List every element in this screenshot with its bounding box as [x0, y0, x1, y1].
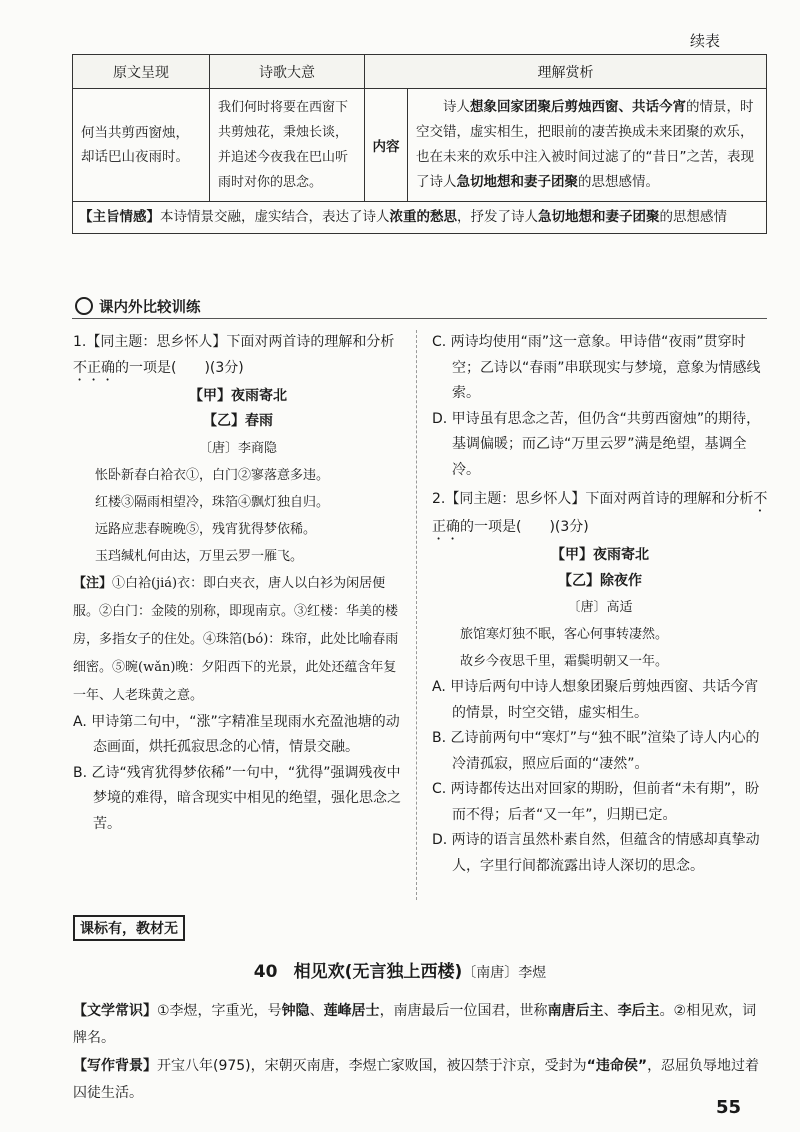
theme-text: 的思想感情	[659, 209, 727, 225]
analysis-text: 的情景，时空交错，虚实相生，把眼前的凄苦换成未来团聚的欢乐，也在未来的欢乐中注入被时间过滤了的“昔日”之苦，表现了诗人	[416, 99, 754, 190]
column-divider	[416, 330, 417, 900]
q1-stem-text: 的一项是( )(3分)	[115, 359, 244, 376]
table-row	[73, 89, 767, 202]
header-meaning: 诗歌大意	[210, 55, 365, 89]
writing-background	[73, 1053, 768, 1107]
analysis-text: 的思想感情。	[578, 174, 659, 190]
original-line: 何当共剪西窗烛，	[81, 125, 189, 141]
literary-text: 。②相见欢，词牌名。	[73, 1003, 757, 1046]
poem-line: 玉珰缄札何由达，万里云罗一雁飞。	[95, 548, 304, 564]
literary-key: 钟隐	[281, 1003, 310, 1019]
poem-line: 怅卧新春白袷衣①，白门②寥落意多违。	[95, 467, 330, 483]
literary-text: ，南唐最后一位国君，世称	[379, 1003, 548, 1019]
literary-key: 李后主	[617, 1003, 660, 1019]
content-label: 内容	[365, 89, 408, 202]
q2-poem1-title: 【甲】夜雨寄北	[551, 547, 649, 563]
notes-text: ①白袷(jiá)衣：即白夹衣，唐人以白衫为闲居便服。②白门：金陵的别称，即现南京。③红楼：华美的楼房，多指女子的住处。④珠箔(bó)：珠帘，此处比喻春雨细密。⑤晼(wǎn)晚：夕阳西下的光景，此处还蕴含年复一年、人老珠黄之意。	[73, 575, 399, 703]
analysis-text: 诗人	[443, 99, 470, 115]
header-original: 原文呈现	[73, 55, 210, 89]
poem-line: 旅馆寒灯独不眠，客心何事转凄然。	[460, 627, 669, 642]
q2-option-b[interactable]: B. 乙诗前两句中“寒灯”与“独不眠”渲染了诗人内心的冷清孤寂，照应后面的“凄然”。	[432, 730, 760, 772]
analysis-key-phrase: 想象回家团聚后剪烛西窗、共话今宵	[470, 99, 686, 115]
continued-label: 续表	[690, 32, 721, 50]
curriculum-stamp: 课标有，教材无	[73, 915, 185, 941]
lesson-name: 相见欢(无言独上西楼)	[293, 962, 463, 982]
q1-option-d[interactable]: D. 甲诗虽有思念之苦，但仍含“共剪西窗烛”的期待，基调偏暖；而乙诗“万里云罗”满是绝望，基调全冷。	[432, 410, 761, 478]
theme-row	[73, 202, 767, 234]
lesson-author: 〔南唐〕李煜	[462, 965, 547, 981]
background-label: 【写作背景】	[73, 1058, 157, 1074]
section-title: 课内外比较训练	[99, 300, 201, 316]
background-text: ，忍屈负辱地过着囚徒生活。	[73, 1058, 760, 1101]
q1-poem1-title: 【甲】夜雨寄北	[189, 387, 287, 404]
q1-stem	[73, 330, 403, 384]
lesson-title	[0, 957, 800, 982]
q2-emphasis: 不正确	[432, 491, 768, 535]
q2-option-d[interactable]: D. 两诗的语言虽然朴素自然，但蕴含的情感却真挚动人，字里行间都流露出诗人深切的思念。	[432, 832, 760, 874]
literary-key: 南唐后主	[547, 1003, 604, 1019]
q2-option-c[interactable]: C. 两诗都传达出对回家的期盼，但前者“未有期”，盼而不得；后者“又一年”，归期已定。	[432, 781, 760, 823]
question-1	[73, 330, 403, 837]
header-analysis: 理解赏析	[365, 55, 767, 89]
q2-option-a[interactable]: A. 甲诗后两句中诗人想象团聚后剪烛西窗、共话今宵的情景，时空交错，虚实相生。	[432, 679, 759, 721]
analysis-cell	[408, 89, 767, 202]
background-text: 开宝八年(975)，宋朝灭南唐，李煜亡家败国，被囚禁于汴京，受封为	[157, 1058, 587, 1074]
right-column	[432, 330, 768, 879]
literary-text: 、	[603, 1003, 618, 1019]
section-icon	[75, 297, 93, 315]
background-key: “违命侯”	[586, 1058, 648, 1074]
theme-label: 【主旨情感】	[79, 209, 160, 225]
theme-text: 本诗情景交融，虚实结合，表达了诗人	[160, 209, 390, 225]
q1-emphasis: 不正确	[73, 359, 115, 376]
q1-option-c[interactable]: C. 两诗均使用“雨”这一意象。甲诗借“夜雨”贯穿时空；乙诗以“春雨”串联现实与梦境，意象为情感线索。	[432, 334, 761, 401]
page-number: 55	[716, 1097, 742, 1118]
q1-poem2-author: 〔唐〕李商隐	[198, 440, 277, 456]
notes-label: 【注】	[73, 575, 113, 591]
q1-option-b[interactable]: B. 乙诗“残宵犹得梦依稀”一句中，“犹得”强调残夜中梦境的难得，暗含现实中相见的绝望，强化思念之苦。	[73, 764, 401, 832]
literary-key: 莲峰居士	[323, 1003, 380, 1019]
literary-knowledge	[73, 998, 768, 1052]
q1-stem-text: 1.【同主题：思乡怀人】下面对两首诗的理解和分析	[73, 334, 395, 350]
theme-key-phrase: 急切地想和妻子团聚	[538, 209, 660, 225]
literary-text: 、	[309, 1003, 324, 1019]
poem-line: 故乡今夜思千里，霜鬓明朝又一年。	[460, 654, 669, 669]
literary-text: ①李煜，字重光，号	[157, 1003, 282, 1019]
theme-key-phrase: 浓重的愁思	[389, 209, 457, 225]
theme-cell	[73, 202, 767, 234]
meaning-cell: 我们何时将要在西窗下共剪烛花，秉烛长谈，并追述今夜我在巴山听雨时对你的思念。	[210, 89, 365, 202]
section-divider	[72, 318, 767, 319]
original-line: 却话巴山夜雨时。	[81, 149, 189, 165]
q1-notes	[73, 570, 403, 710]
q2-poem2-title: 【乙】除夜作	[558, 572, 642, 589]
q1-option-a[interactable]: A. 甲诗第二句中，“涨”字精准呈现雨水充盈池塘的动态画面，烘托孤寂思念的心情，情景交融。	[73, 713, 400, 755]
original-text-cell	[73, 89, 210, 202]
lesson-number: 40	[253, 962, 278, 982]
q1-poem2-title: 【乙】春雨	[203, 413, 273, 429]
q2-stem	[432, 487, 768, 543]
q2-poem2-author: 〔唐〕高适	[567, 600, 633, 615]
literary-label: 【文学常识】	[73, 1003, 157, 1019]
q2-stem-text: 的一项是( )(3分)	[460, 519, 589, 535]
analysis-key-phrase: 急切地想和妻子团聚	[456, 174, 578, 190]
theme-text: ，抒发了诗人	[457, 209, 538, 225]
poem-line: 红楼③隔雨相望冷，珠箔④飘灯独自归。	[95, 494, 330, 510]
section-heading	[75, 296, 201, 317]
table-header-row	[73, 55, 767, 89]
analysis-table	[72, 54, 767, 234]
q2-stem-text: 2.【同主题：思乡怀人】下面对两首诗的理解和分析	[432, 491, 754, 507]
poem-line: 远路应悲春晼晚⑤，残宵犹得梦依稀。	[95, 521, 317, 537]
